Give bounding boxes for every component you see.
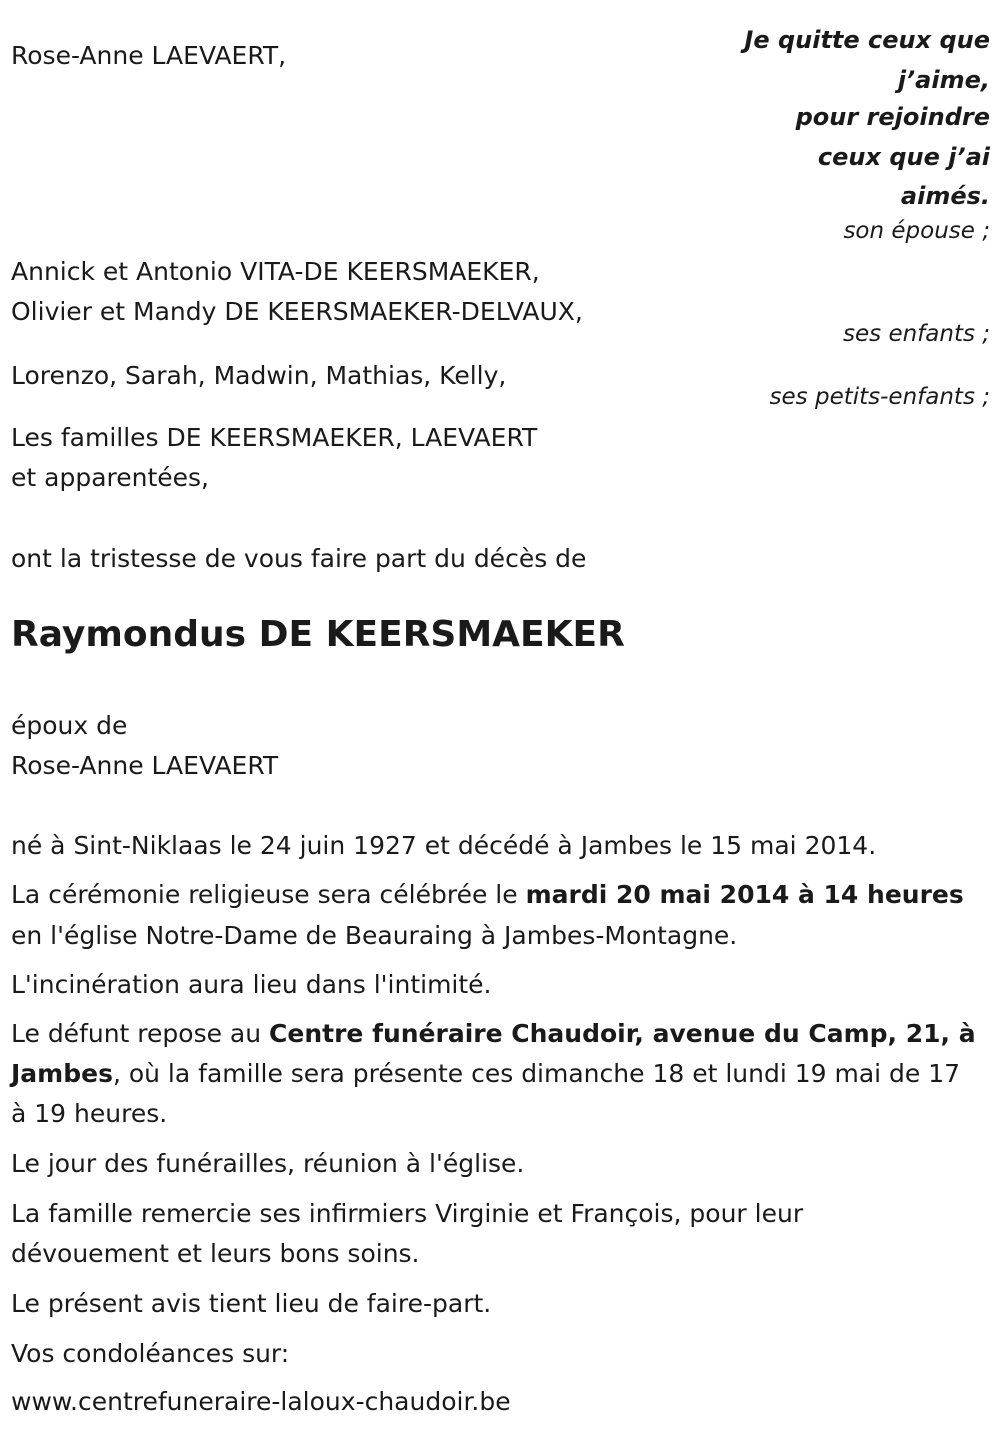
thanks-line-2: dévouement et leurs bons soins. <box>11 1239 420 1268</box>
ceremony-line-1 <box>11 875 964 915</box>
notice: Le présent avis tient lieu de faire-part. <box>11 1289 492 1318</box>
condolences-label: Vos condoléances sur: <box>11 1339 290 1368</box>
child-2: Olivier et Mandy DE KEERSMAEKER-DELVAUX, <box>11 297 583 326</box>
repose-suffix-1: , où la famille sera présente ces dimanche 18 et lundi 19 mai de 17 <box>112 1059 961 1088</box>
epoux-label: époux de <box>11 711 128 740</box>
deceased-name: Raymondus DE KEERSMAEKER <box>11 614 625 655</box>
quote-line-2: j’aime, <box>897 66 990 94</box>
spouse-role: son épouse ; <box>843 218 990 244</box>
thanks-line-1: La famille remercie ses infirmiers Virginie et François, pour leur <box>11 1199 804 1228</box>
child-1: Annick et Antonio VITA-DE KEERSMAEKER, <box>11 257 540 286</box>
grandchildren-role: ses petits-enfants ; <box>769 384 990 410</box>
announcement: ont la tristesse de vous faire part du décès de <box>11 544 587 573</box>
grandchildren: Lorenzo, Sarah, Madwin, Mathias, Kelly, <box>11 361 507 390</box>
families-line-2: et apparentées, <box>11 463 209 492</box>
children-role: ses enfants ; <box>843 321 990 347</box>
repose-prefix: Le défunt repose au <box>11 1019 270 1048</box>
ceremony-place: en l'église Notre-Dame de Beauraing à Jambes-Montagne. <box>11 921 738 950</box>
repose-place-1: Centre funéraire Chaudoir, avenue du Camp, 21, à <box>269 1019 976 1048</box>
quote-line-5: aimés. <box>900 182 990 210</box>
quote-line-1: Je quitte ceux que <box>744 26 990 54</box>
funeral-day: Le jour des funérailles, réunion à l'église. <box>11 1149 525 1178</box>
repose-line-3: à 19 heures. <box>11 1099 168 1128</box>
website-link[interactable]: www.centrefuneraire-laloux-chaudoir.be <box>11 1387 511 1416</box>
epoux-name: Rose-Anne LAEVAERT <box>11 751 279 780</box>
ceremony-date: mardi 20 mai 2014 à 14 heures <box>525 880 964 909</box>
repose-place-2: Jambes <box>11 1059 113 1088</box>
ceremony-prefix: La cérémonie religieuse sera célébrée le <box>11 880 526 909</box>
repose-line-1 <box>11 1014 976 1054</box>
families-line-1: Les familles DE KEERSMAEKER, LAEVAERT <box>11 423 538 452</box>
spouse-name: Rose-Anne LAEVAERT, <box>11 41 287 70</box>
repose-line-2 <box>11 1054 960 1094</box>
incineration: L'incinération aura lieu dans l'intimité. <box>11 970 492 999</box>
quote-line-3: pour rejoindre <box>795 103 990 131</box>
quote-line-4: ceux que j’ai <box>817 143 990 171</box>
birth-death: né à Sint-Niklaas le 24 juin 1927 et décédé à Jambes le 15 mai 2014. <box>11 831 877 860</box>
